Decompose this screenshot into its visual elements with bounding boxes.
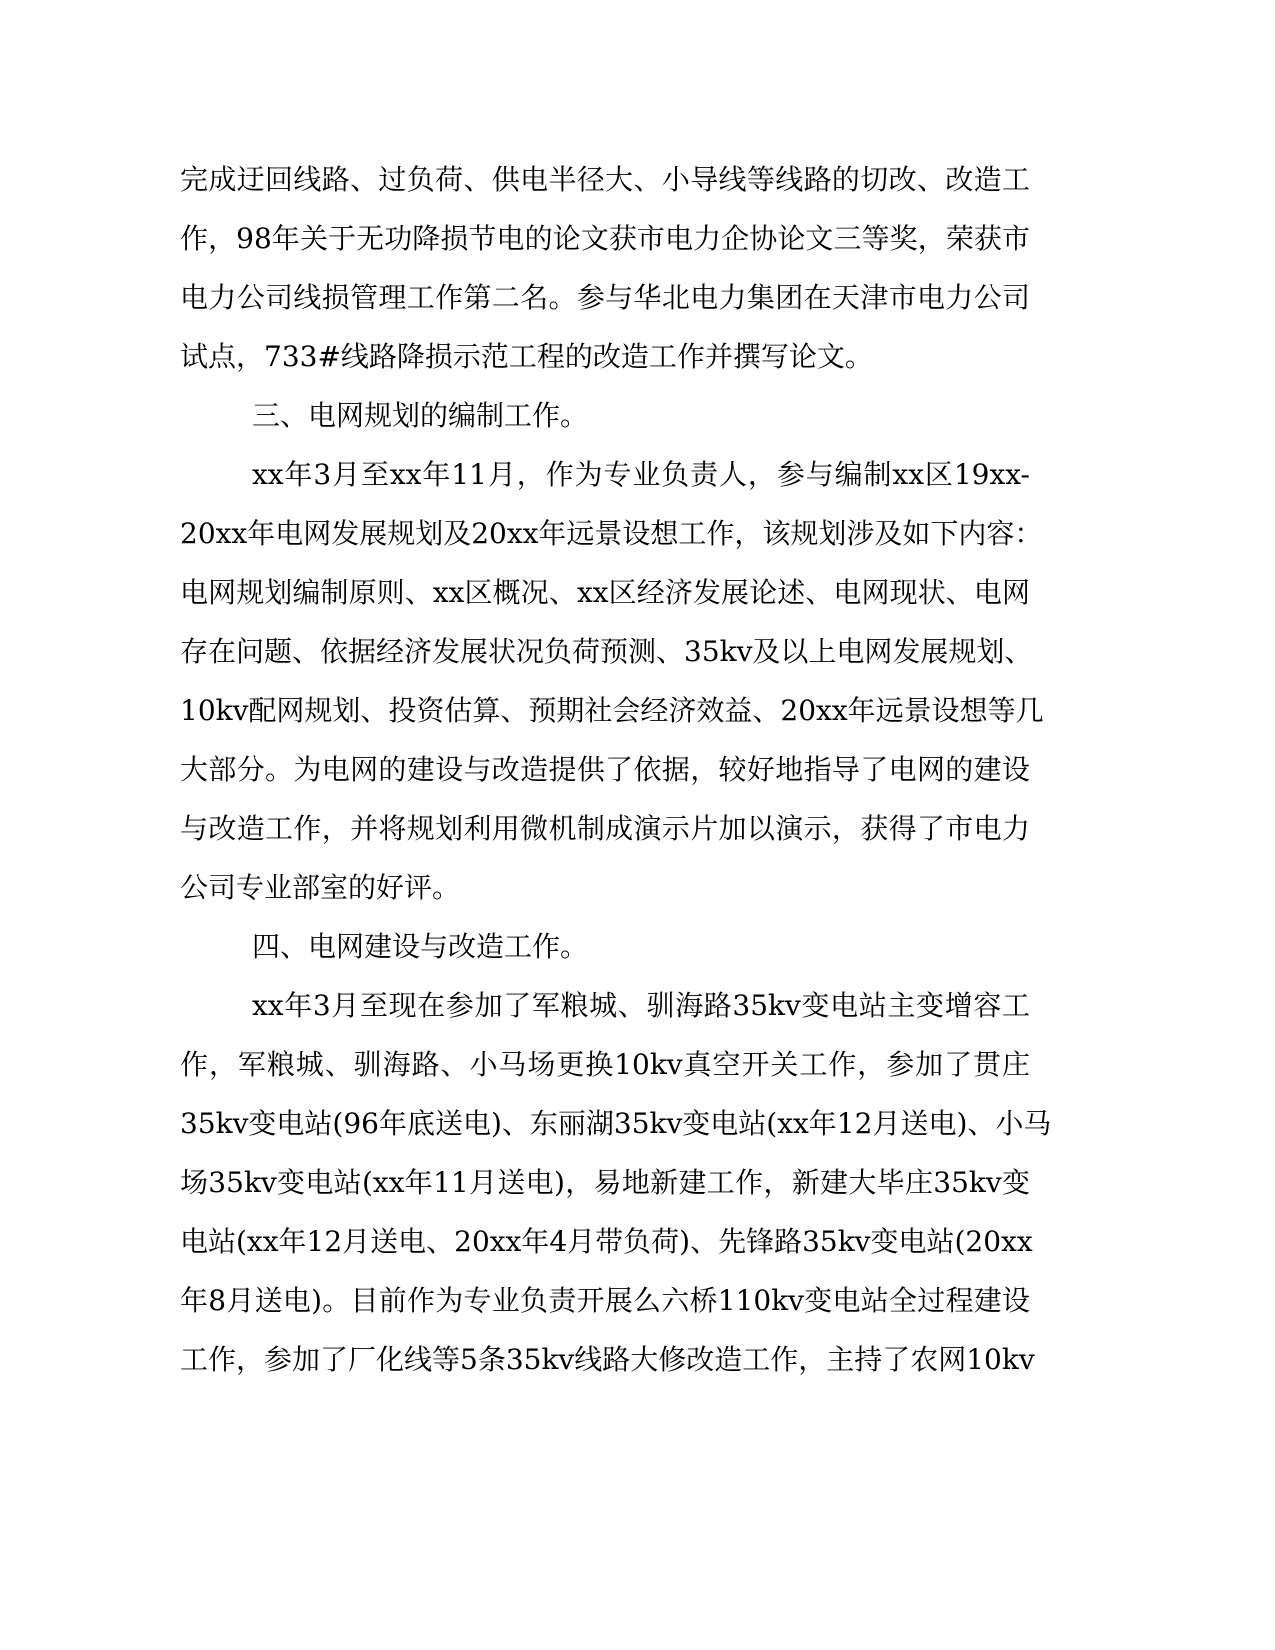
text-line: 年8月送电)。目前作为专业负责开展么六桥110kv变电站全过程建设 bbox=[180, 1284, 1030, 1317]
text-line: 作，98年关于无功降损节电的论文获市电力企协论文三等奖，荣获市 bbox=[180, 222, 1030, 255]
text-line: 与改造工作，并将规划利用微机制成演示片加以演示，获得了市电力 bbox=[180, 812, 1030, 845]
text-line: 场35kv变电站(xx年11月送电)，易地新建工作，新建大毕庄35kv变 bbox=[180, 1166, 1030, 1199]
text-line: 10kv配网规划、投资估算、预期社会经济效益、20xx年远景设想等几 bbox=[180, 694, 1044, 727]
text-line: 20xx年电网发展规划及20xx年远景设想工作，该规划涉及如下内容： bbox=[180, 517, 1043, 550]
text-line: 完成迂回线路、过负荷、供电半径大、小导线等线路的切改、改造工 bbox=[180, 163, 1030, 196]
section-heading: 三、电网规划的编制工作。 bbox=[252, 399, 589, 432]
text-line: 电站(xx年12月送电、20xx年4月带负荷)、先锋路35kv变电站(20xx bbox=[180, 1225, 1033, 1258]
text-line: 试点，733#线路降损示范工程的改造工作并撰写论文。 bbox=[180, 340, 873, 373]
text-line: xx年3月至现在参加了军粮城、驯海路35kv变电站主变增容工 bbox=[252, 989, 1030, 1022]
section-heading: 四、电网建设与改造工作。 bbox=[252, 930, 589, 963]
text-line: 存在问题、依据经济发展状况负荷预测、35kv及以上电网发展规划、 bbox=[180, 635, 1033, 668]
text-line: 作，军粮城、驯海路、小马场更换10kv真空开关工作，参加了贯庄 bbox=[180, 1048, 1030, 1081]
text-line: 电网规划编制原则、xx区概况、xx区经济发展论述、电网现状、电网 bbox=[180, 576, 1030, 609]
text-line: 电力公司线损管理工作第二名。参与华北电力集团在天津市电力公司 bbox=[180, 281, 1030, 314]
text-line: 大部分。为电网的建设与改造提供了依据，较好地指导了电网的建设 bbox=[180, 753, 1030, 786]
text-line: 工作，参加了厂化线等5条35kv线路大修改造工作，主持了农网10kv bbox=[180, 1343, 1035, 1376]
text-line: xx年3月至xx年11月，作为专业负责人，参与编制xx区19xx- bbox=[252, 458, 1030, 491]
text-line: 公司专业部室的好评。 bbox=[180, 871, 461, 904]
text-line: 35kv变电站(96年底送电)、东丽湖35kv变电站(xx年12月送电)、小马 bbox=[180, 1107, 1052, 1140]
